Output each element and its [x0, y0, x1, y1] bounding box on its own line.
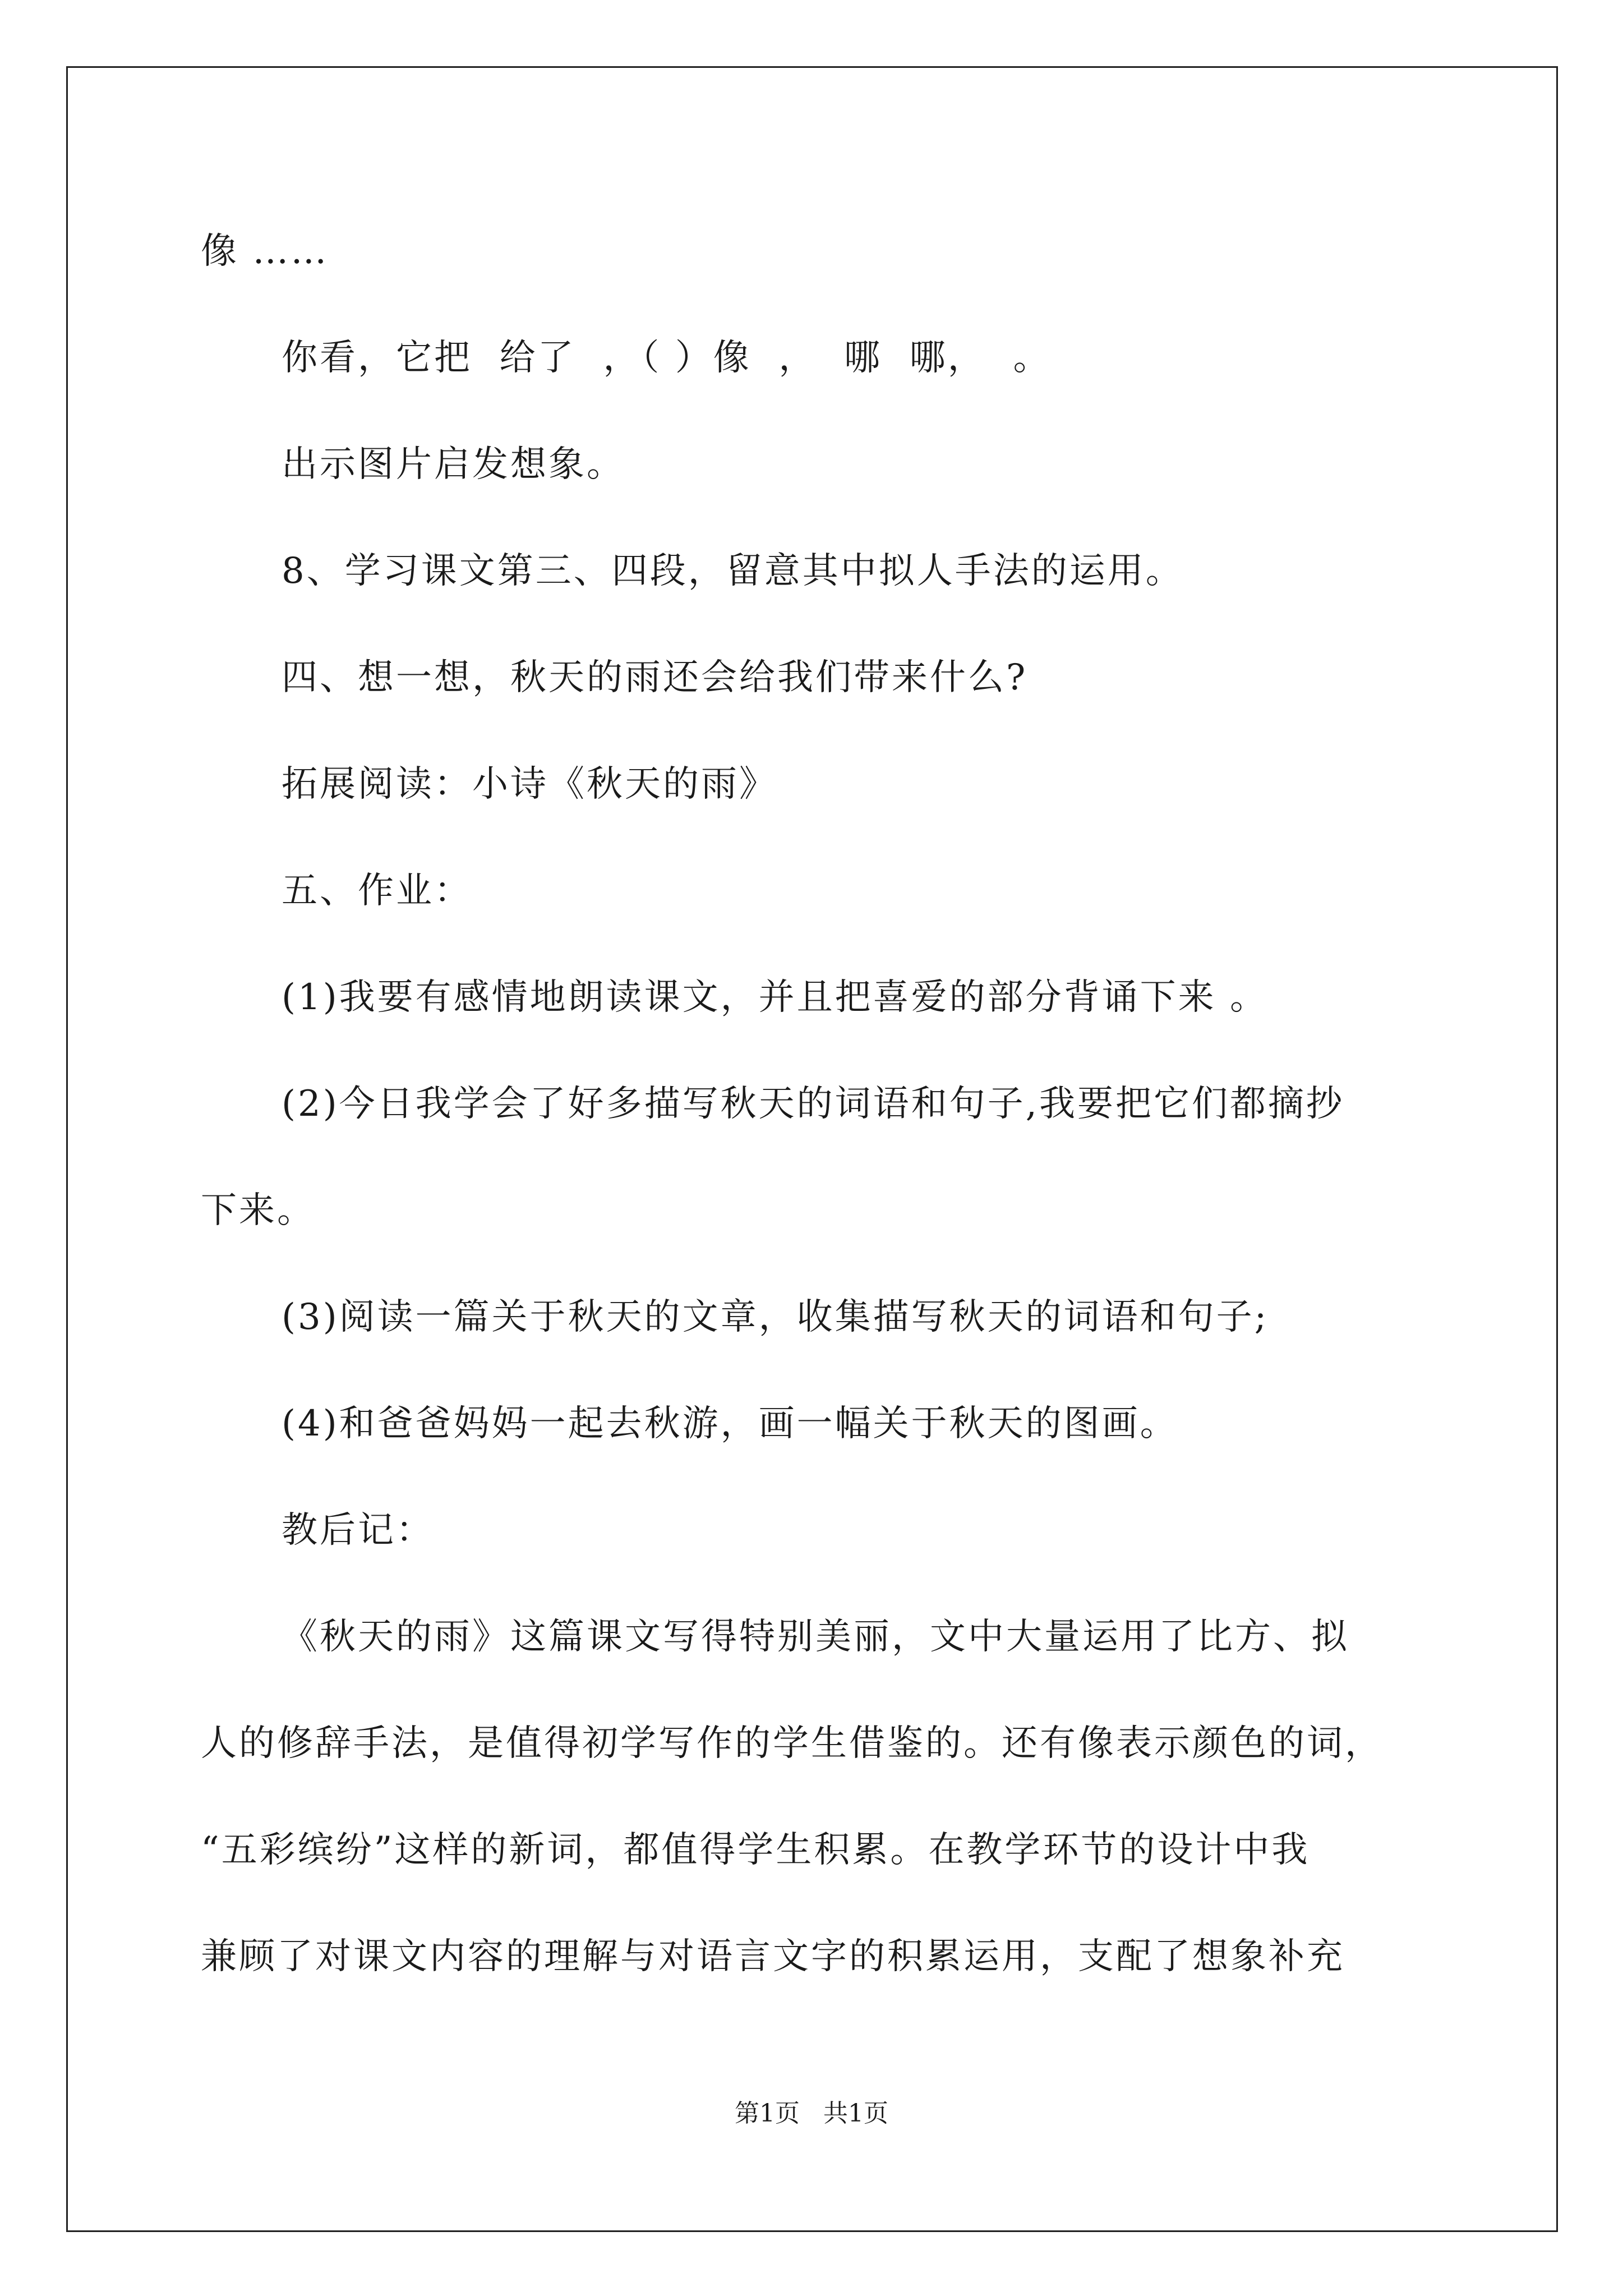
text-line-5: 四、想一想，秋天的雨还会给我们带来什么? — [282, 657, 1028, 698]
text-line-14: 《秋天的雨》这篇课文写得特别美丽，文中大量运用了比方、拟 — [282, 1616, 1349, 1658]
text-line-15: 人的修辞手法，是值得初学写作的学生借鉴的。还有像表示颜色的词， — [201, 1723, 1383, 1764]
text-line-3: 出示图片启发想象。 — [282, 444, 625, 485]
text-line-13: 教后记： — [282, 1510, 434, 1551]
text-line-12: (4)和爸爸妈妈一起去秋游，画一幅关于秋天的图画。 — [282, 1403, 1178, 1444]
text-line-10: 下来。 — [201, 1190, 315, 1231]
text-line-4: 8、学习课文第三、四段，留意其中拟人手法的运用。 — [282, 550, 1184, 592]
text-line-6: 拓展阅读：小诗《秋天的雨》 — [282, 763, 777, 805]
text-line-2: 你看，它把 给了 ，（ ）像 ， 哪 哪， 。 — [282, 337, 1052, 379]
text-line-1: 像 …… — [201, 231, 329, 272]
text-line-17: 兼顾了对课文内容的理解与对语言文字的积累运用，支配了想象补充 — [201, 1936, 1345, 1977]
page-frame — [66, 66, 1558, 2232]
text-line-16: “五彩缤纷”这样的新词，都值得学生积累。在教学环节的设计中我 — [201, 1829, 1310, 1871]
page-number-footer: 第1页 共1页 — [735, 2099, 888, 2128]
text-line-7: 五、作业： — [282, 870, 472, 912]
text-line-9: (2)今日我学会了好多描写秋天的词语和句子,我要把它们都摘抄 — [282, 1083, 1344, 1125]
text-line-11: (3)阅读一篇关于秋天的文章，收集描写秋天的词语和句子; — [282, 1296, 1269, 1338]
text-line-8: (1)我要有感情地朗读课文，并且把喜爱的部分背诵下来 。 — [282, 977, 1268, 1018]
